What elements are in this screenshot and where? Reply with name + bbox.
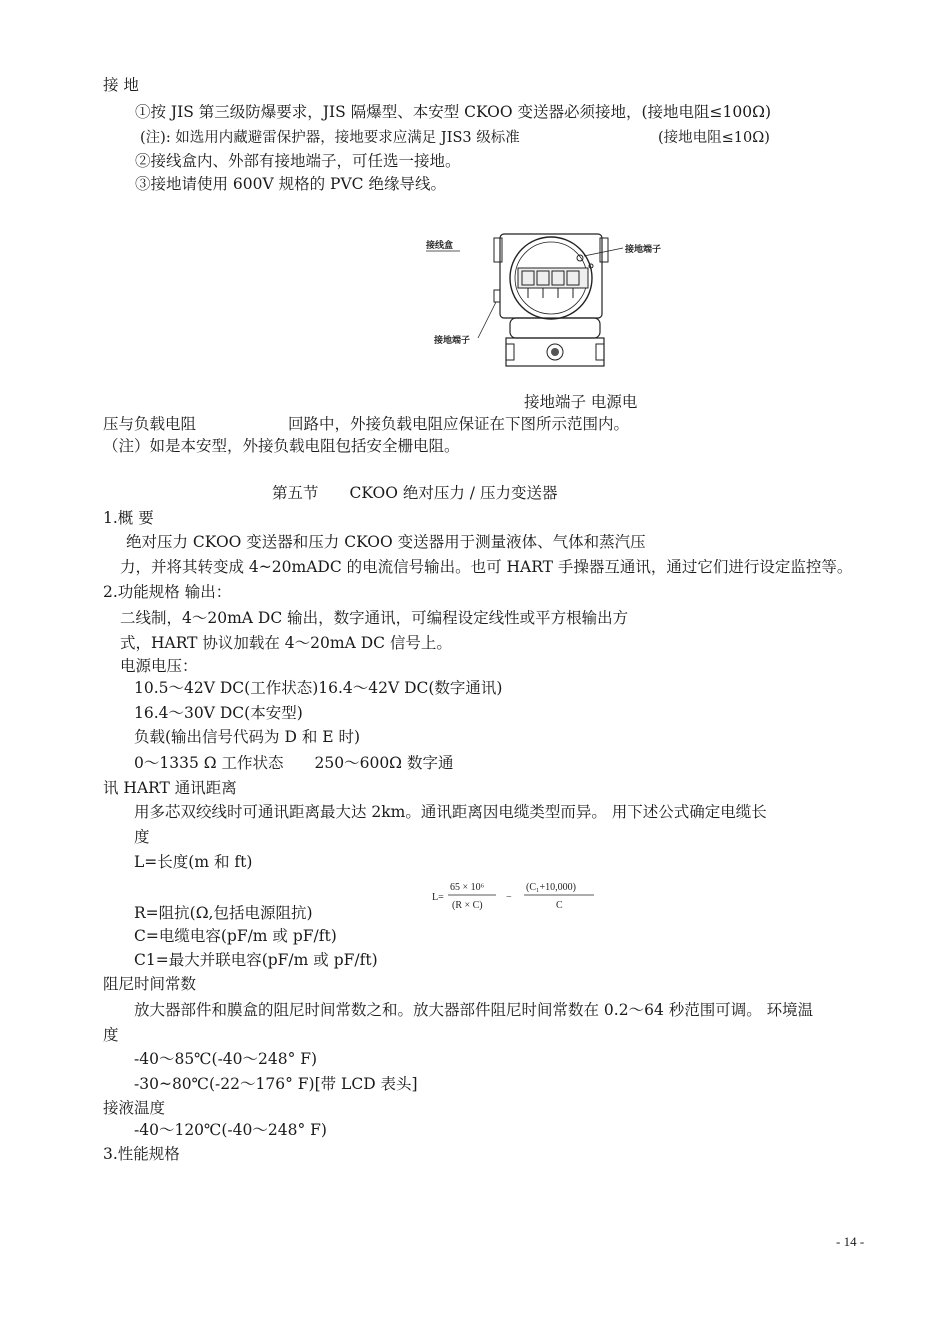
liquid-temp-value: -40～120℃(-40～248° F) — [134, 1121, 327, 1139]
spec-output-1: 二线制，4～20mA DC 输出，数字通讯，可编程设定线性或平方根输出方 — [120, 609, 629, 627]
grounding-note: (注): 如选用内藏避雷保护器，接地要求应满足 JIS3 级标准 — [140, 130, 520, 146]
ambient-temp-1: -40～85℃(-40～248° F) — [134, 1050, 318, 1068]
hart-line-2: 度 — [134, 828, 150, 846]
hart-heading: 讯 HART 通讯距离 — [103, 779, 237, 797]
damping-heading: 阻尼时间常数 — [103, 975, 197, 993]
ambient-temp-2: -30~80℃(-22～176° F)[带 LCD 表头] — [134, 1075, 418, 1093]
grounding-heading: 接 地 — [103, 76, 139, 94]
formula-minus: − — [506, 892, 512, 903]
power-note: （注）如是本安型，外接负载电阻包括安全栅电阻。 — [103, 437, 460, 455]
power-supply-2: 16.4～30V DC(本安型) — [134, 704, 303, 722]
section-title: 第五节 CKOO 绝对压力 / 压力变送器 — [272, 484, 558, 502]
formula-den-1: (R × C) — [452, 900, 483, 911]
formula-den-2: C — [556, 900, 563, 911]
overview-heading: 1.概 要 — [103, 509, 154, 527]
hart-line-1: 用多芯双绞线时可通讯距离最大达 2km。通讯距离因电缆类型而异。 用下述公式确定电缆长 — [134, 803, 767, 821]
cable-length-formula — [430, 878, 610, 914]
label-terminal-left: 接地端子 — [434, 336, 471, 346]
power-supply-1: 10.5～42V DC(工作状态)16.4～42V DC(数字通讯) — [134, 679, 503, 697]
spec-heading: 2.功能规格 输出： — [103, 583, 232, 601]
formula-lhs: L= — [432, 892, 444, 903]
overview-line-2: 力，并将其转变成 4~20mADC 的电流信号输出。也可 HART 手操器互通讯，通过它们进行设定监控等。 — [120, 558, 853, 576]
junction-box-diagram — [420, 228, 680, 378]
hart-length: L=长度(m 和 ft) — [134, 853, 253, 871]
overview-line-1: 绝对压力 CKOO 变送器和压力 CKOO 变送器用于测量液体、气体和蒸汽压 — [126, 533, 646, 551]
load-values: 0～1335 Ω 工作状态 250～600Ω 数字通 — [134, 754, 454, 772]
label-terminal-right: 接地端子 — [625, 245, 662, 255]
hart-parallel-capacitance: C1=最大并联电容(pF/m 或 pF/ft) — [134, 951, 378, 969]
grounding-item-3: ③接地请使用 600V 规格的 PVC 绝缘导线。 — [135, 175, 446, 193]
load-heading: 负载(输出信号代码为 D 和 E 时) — [134, 728, 361, 746]
liquid-temp-heading: 接液温度 — [103, 1099, 166, 1117]
grounding-note-right: (接地电阻≤10Ω) — [658, 130, 770, 146]
damping-line-2: 度 — [103, 1026, 119, 1044]
formula-num-1: 65 × 10⁶ — [450, 882, 485, 893]
power-line-1-right: 回路中，外接负载电阻应保证在下图所示范围内。 — [288, 415, 630, 433]
page-number: - 14 - — [836, 1234, 865, 1249]
damping-line-1: 放大器部件和膜盒的阻尼时间常数之和。放大器部件阻尼时间常数在 0.2～64 秒范围可调。 环境温 — [134, 1001, 814, 1019]
grounding-item-2: ②接线盒内、外部有接地端子，可任选一接地。 — [135, 152, 461, 170]
hart-impedance: R=阻抗(Ω,包括电源阻抗) — [134, 904, 313, 922]
power-line-1-left: 压与负载电阻 — [103, 415, 197, 433]
formula-num-2: (C₁+10,000) — [526, 882, 576, 893]
performance-heading: 3.性能规格 — [103, 1145, 180, 1163]
spec-output-2: 式，HART 协议加载在 4～20mA DC 信号上。 — [120, 634, 452, 652]
label-junction-box: 接线盒 — [426, 241, 454, 251]
hart-capacitance: C=电缆电容(pF/m 或 pF/ft) — [134, 927, 337, 945]
grounding-item-1: ①按 JIS 第三级防爆要求，JIS 隔爆型、本安型 CKOO 变送器必须接地，(接地电阻≤100Ω) — [135, 103, 772, 121]
diagram-caption: 接地端子 电源电 — [524, 393, 638, 411]
power-supply-heading: 电源电压： — [120, 657, 198, 675]
